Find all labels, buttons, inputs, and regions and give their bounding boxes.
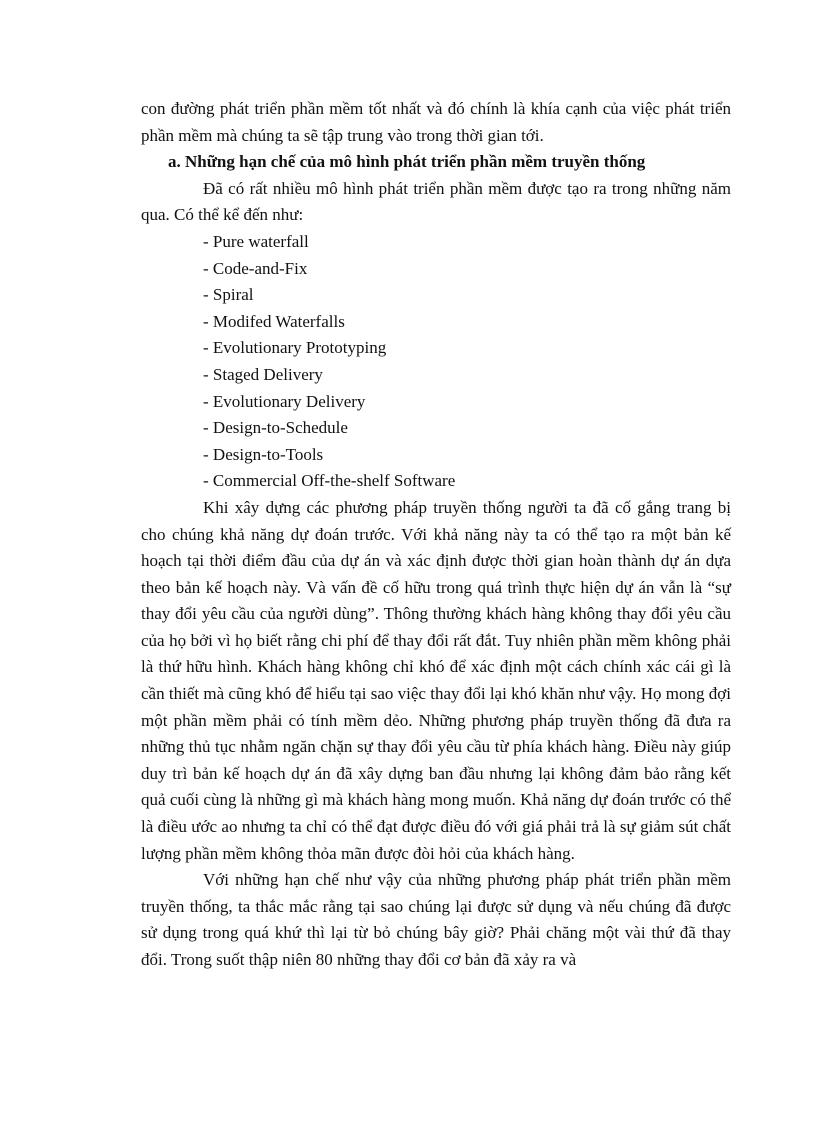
list-item: - Evolutionary Prototyping xyxy=(203,338,387,358)
model-list xyxy=(141,229,731,495)
body-paragraph: Khi xây dựng các phương pháp truyền thống người ta đã cố gắng trang bị cho chúng khả năng dự đoán trước. Với khả năng này ta có thể tạo ra một bản kế hoạch tại thời điểm đầu của dự án và xác định được thời gian hoàn thành dự án dựa theo bản kế hoạch này. Và vấn đề cố hữu trong quá trình thực hiện dự án vẫn là “sự thay đổi yêu cầu của người dùng”. Thông thường khách hàng không thay đổi yêu cầu của họ bởi vì họ biết rằng chi phí để thay đổi rất đắt. Tuy nhiên phần mềm không phải là thứ hữu hình. Khách hàng không chỉ khó để xác định một cách chính xác cái gì là cần thiết mà cũng khó để hiểu tại sao việc thay đổi lại khó khăn như vậy. Họ mong đợi một phần mềm phải có tính mềm dẻo. Những phương pháp truyền thống đã đưa ra những thủ tục nhằm ngăn chặn sự thay đổi yêu cầu từ phía khách hàng. Điều này giúp duy trì bản kế hoạch dự án đã xây dựng ban đầu nhưng lại không đảm bảo rằng kết quả cuối cùng là những gì mà khách hàng mong muốn. Khả năng dự đoán trước có thể là điều ước ao nhưng ta chỉ có thể đạt được điều đó với giá phải trả là sự giảm sút chất lượng phần mềm không thỏa mãn được đòi hỏi của khách hàng. xyxy=(141,497,731,863)
intro-paragraph: con đường phát triển phần mềm tốt nhất và đó chính là khía cạnh của việc phát triển phần mềm mà chúng ta sẽ tập trung vào trong thời gian tới. xyxy=(141,99,731,145)
list-item: - Code-and-Fix xyxy=(203,258,308,278)
list-item: - Staged Delivery xyxy=(203,364,323,384)
list-item: - Commercial Off-the-shelf Software xyxy=(203,471,456,491)
list-item: - Evolutionary Delivery xyxy=(203,391,366,411)
list-item: - Design-to-Schedule xyxy=(203,418,348,438)
list-item: - Spiral xyxy=(203,285,254,305)
list-item: - Pure waterfall xyxy=(203,231,309,251)
list-intro-paragraph: Đã có rất nhiều mô hình phát triển phần mềm được tạo ra trong những năm qua. Có thể kể đến như: xyxy=(141,178,731,225)
section-heading: a. Những hạn chế của mô hình phát triển phần mềm truyền thống xyxy=(168,152,646,172)
list-item: - Design-to-Tools xyxy=(203,444,324,464)
list-item: - Modifed Waterfalls xyxy=(203,311,345,331)
page-content xyxy=(141,96,731,974)
body-paragraph: Với những hạn chế như vậy của những phương pháp phát triển phần mềm truyền thống, ta thắc mắc rằng tại sao chúng lại được sử dụng và nếu chúng đã được sử dụng trong quá khứ thì lại từ bỏ chúng bây giờ? Phải chăng một vài thứ đã thay đổi. Trong suốt thập niên 80 những thay đổi cơ bản đã xảy ra và xyxy=(141,870,731,969)
